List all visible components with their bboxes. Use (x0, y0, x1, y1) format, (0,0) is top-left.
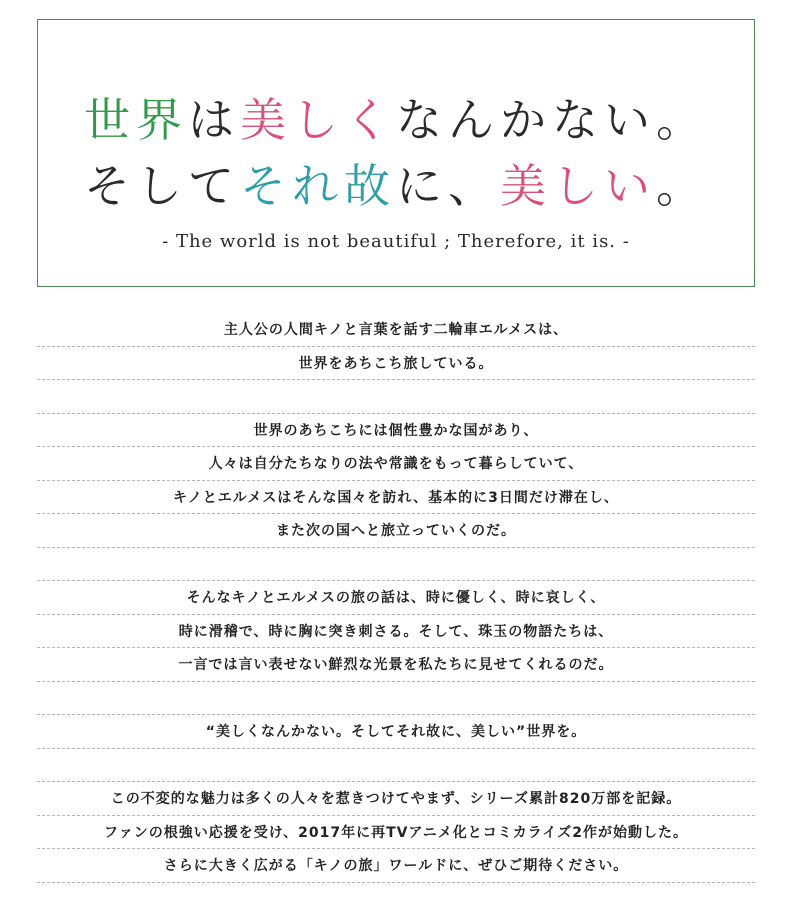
text-line: また次の国へと旅立っていくのだ。 (37, 514, 755, 548)
tagline-segment: 。 (656, 159, 708, 213)
english-subtitle: - The world is not beautiful ; Therefore, it is. - (162, 231, 630, 252)
tagline-box (37, 19, 755, 287)
tagline-segment: 世界 (84, 93, 188, 147)
blank-line (37, 380, 755, 414)
text-line: ファンの根強い応援を受け、2017年に再TVアニメ化とコミカライズ2作が始動した。 (37, 816, 755, 850)
tagline-segment: そして (84, 159, 240, 213)
tagline-segment: は (188, 93, 240, 147)
text-line: 人々は自分たちなりの法や常識をもって暮らしていて、 (37, 447, 755, 481)
tagline-segment: なんかない。 (396, 93, 708, 147)
tagline-segment: 美しく (240, 93, 396, 147)
text-line: 時に滑稽で、時に胸に突き刺さる。そして、珠玉の物語たちは、 (37, 615, 755, 649)
tagline-segment: それ故 (240, 159, 396, 213)
text-line: 一言では言い表せない鮮烈な光景を私たちに見せてくれるのだ。 (37, 648, 755, 682)
story-text (37, 313, 755, 883)
blank-line (37, 682, 755, 716)
text-line: “美しくなんかない。そしてそれ故に、美しい”世界を。 (37, 715, 755, 749)
blank-line (37, 749, 755, 783)
tagline-segment: 美しい (500, 159, 656, 213)
text-line: この不変的な魅力は多くの人々を惹きつけてやまず、シリーズ累計820万部を記録。 (37, 782, 755, 816)
text-line: そんなキノとエルメスの旅の話は、時に優しく、時に哀しく、 (37, 581, 755, 615)
text-line: 主人公の人間キノと言葉を話す二輪車エルメスは、 (37, 313, 755, 347)
tagline-segment: に、 (396, 159, 500, 213)
blank-line (37, 548, 755, 582)
tagline-line-1 (38, 93, 754, 147)
tagline-line-2 (38, 159, 754, 213)
text-line: キノとエルメスはそんな国々を訪れ、基本的に3日間だけ滞在し、 (37, 481, 755, 515)
text-line: 世界のあちこちには個性豊かな国があり、 (37, 414, 755, 448)
text-line: 世界をあちこち旅している。 (37, 347, 755, 381)
text-line: さらに大きく広がる「キノの旅」ワールドに、ぜひご期待ください。 (37, 849, 755, 883)
